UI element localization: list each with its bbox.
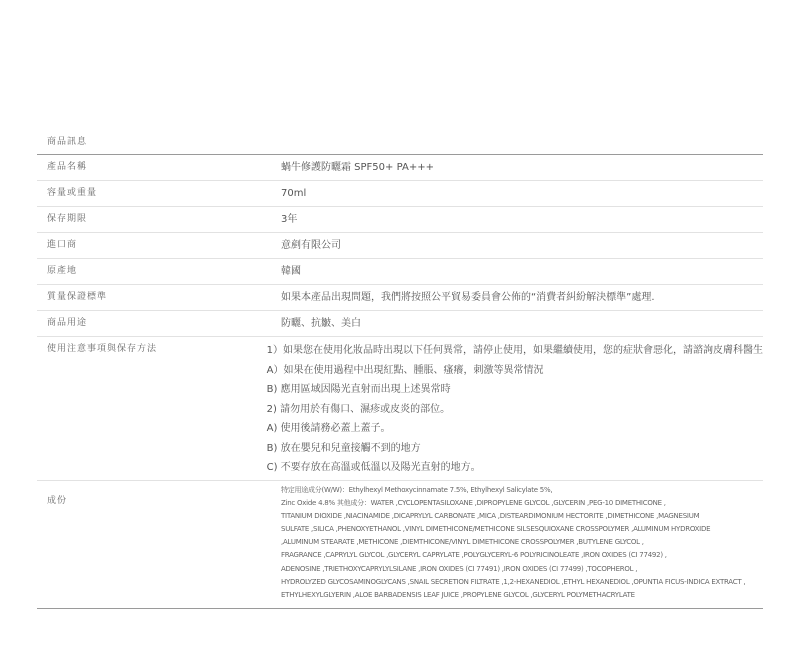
info-row-importer — [37, 233, 763, 259]
info-row-shelf-life — [37, 207, 763, 233]
precaution-line: C) 不要存放在高溫或低溫以及陽光直射的地方。 — [266, 462, 481, 473]
row-label: 成份 — [47, 495, 68, 506]
row-value: 防曬、抗皺、美白 — [281, 318, 361, 329]
ingredient-line: Zinc Oxide 4.8% 其他成分：WATER ,CYCLOPENTASILOXANE ,DIPROPYLENE GLYCOL ,GLYCERIN ,PEG-10 DIMETHICONE , — [281, 498, 666, 507]
precaution-line: B) 放在嬰兒和兒童接觸不到的地方 — [266, 442, 421, 454]
row-label: 進口商 — [47, 240, 78, 250]
ingredient-line: FRAGRANCE ,CAPRYLYL GLYCOL ,GLYCERYL CAPRYLATE ,POLYGLYCERYL-6 POLYRICINOLEATE ,IRON OXIDES (CI 77492) , — [281, 551, 667, 560]
precaution-line: A）如果在使用過程中出現紅點、腫脹、瘙癢，刺激等異常情況 — [266, 364, 544, 376]
ingredient-line: 特定用途成分(W/W)：Ethylhexyl Methoxycinnamate 7.5%, Ethylhexyl Salicylate 5%, — [281, 485, 553, 494]
info-row-origin — [37, 259, 763, 285]
precaution-line: B) 應用區域因陽光直射而出現上述異常時 — [266, 384, 451, 395]
precaution-line: 1）如果您在使用化妝品時出現以下任何異常，請停止使用，如果繼續使用，您的症狀會惡化，請諮詢皮膚科醫生 — [266, 345, 763, 356]
ingredient-line: ,ALUMINUM STEARATE ,METHICONE ,DIEMTHICONE/VINYL DIMETHICONE CROSSPOLYMER ,BUTYLENE GLYCOL , — [281, 538, 644, 547]
info-row-ingredients — [37, 481, 763, 610]
info-row-volume — [37, 181, 763, 207]
ingredient-line: HYDROLYZED GLYCOSAMINOGLYCANS ,SNAIL SECRETION FILTRATE ,1,2-HEXANEDIOL ,ETHYL HEXANEDIOL ,OPUNTIA FICUS-INDICA EXTRACT , — [281, 577, 746, 586]
section-title: 商品訊息 — [37, 130, 763, 155]
product-info-table — [37, 130, 763, 609]
row-value: 意剷有限公司 — [281, 240, 341, 251]
ingredients-text — [281, 481, 763, 609]
row-label: 商品用途 — [47, 318, 88, 328]
precaution-line: A) 使用後請務必蓋上蓋子。 — [266, 423, 391, 434]
row-value: 如果本產品出現問題，我們將按照公平貿易委員會公佈的“消費者糾紛解決標準”處理. — [281, 292, 655, 303]
row-label: 產品名稱 — [47, 162, 88, 172]
info-row-precautions — [37, 337, 763, 481]
ingredient-line: ETHYLHEXYLGLYERIN ,ALOE BARBADENSIS LEAF JUICE ,PROPYLENE GLYCOL ,GLYCERYL POLYMETHACRYLATE — [281, 591, 635, 599]
row-label: 使用注意事項與保存方法 — [47, 344, 158, 354]
info-row-usage-purpose — [37, 311, 763, 337]
row-label: 保存期限 — [47, 214, 88, 224]
ingredient-line: SULFATE ,SILICA ,PHENOXYETHANOL ,VINYL DIMETHICONE/METHICONE SILSESQUIOXANE CROSSPOLYMER ,ALUMINUM HYDROXIDE — [281, 525, 711, 534]
info-row-product-name — [37, 155, 763, 181]
row-value: 韓國 — [281, 266, 301, 277]
ingredient-line: TITANIUM DIOXIDE ,NIACINAMIDE ,DICAPRYLYL CARBONATE ,MICA ,DISTEARDIMONIUM HECTORITE ,DIMETHICONE ,MAGNESIUM — [281, 511, 700, 520]
row-label: 質量保證標準 — [47, 292, 108, 302]
row-value: 70ml — [281, 188, 307, 199]
row-label: 容量或重量 — [47, 188, 98, 198]
precautions-text — [267, 337, 763, 480]
row-label: 原產地 — [47, 266, 78, 276]
row-value: 3年 — [281, 214, 298, 225]
row-value: 蝸牛修護防曬霜 SPF50+ PA+++ — [281, 162, 434, 173]
info-row-quality-standard — [37, 285, 763, 311]
precaution-line: 2) 請勿用於有傷口、濕疹或皮炎的部位。 — [266, 403, 451, 415]
ingredient-line: ADENOSINE ,TRIETHOXYCAPRYLYLSILANE ,IRON OXIDES (CI 77491) ,IRON OXIDES (CI 77499) ,TOCOPHEROL , — [281, 564, 638, 573]
